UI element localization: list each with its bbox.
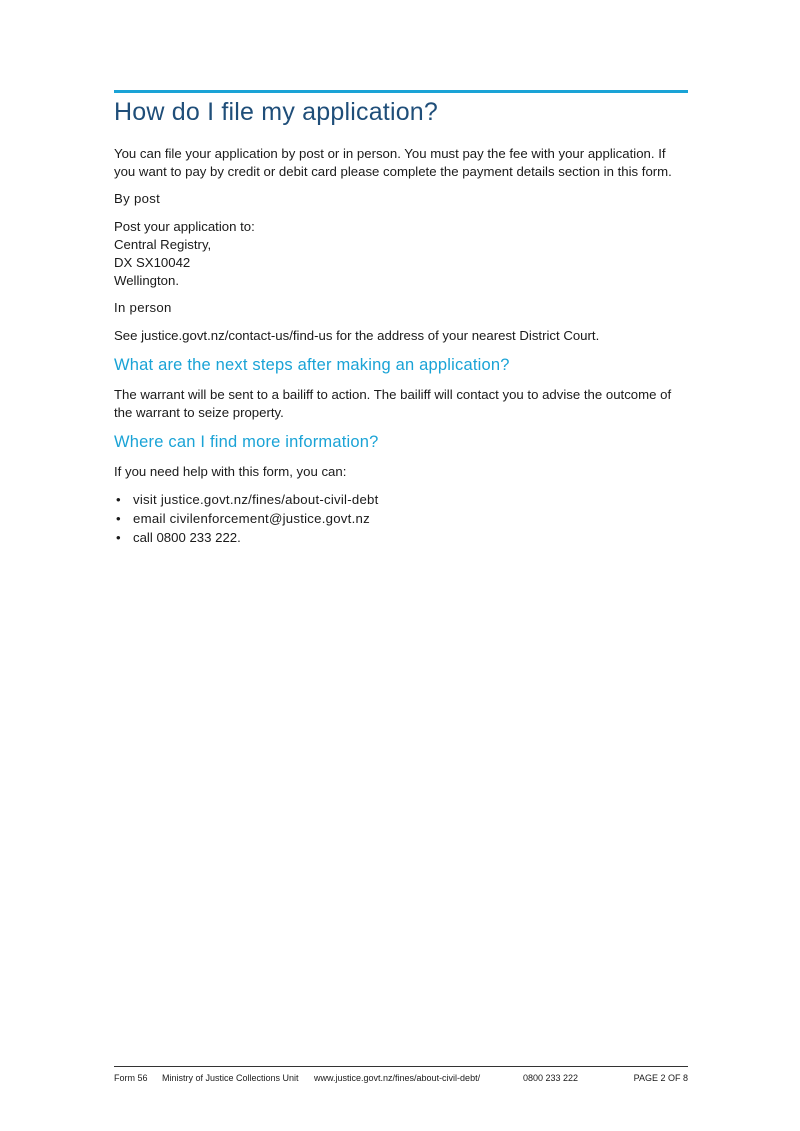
- footer-divider: [114, 1066, 688, 1067]
- address-line: Central Registry,: [114, 236, 212, 252]
- help-list: [114, 490, 688, 547]
- page-title: How do I file my application?: [114, 98, 439, 126]
- address-line: DX SX10042: [114, 255, 191, 271]
- list-item: • call 0800 233 222.: [114, 528, 688, 547]
- list-item: • visit justice.govt.nz/fines/about-civil-debt: [114, 490, 688, 509]
- address-line: Wellington.: [114, 273, 179, 289]
- next-steps-text: The warrant will be sent to a bailiff to action. The bailiff will contact you to advise the outcome of the warrant to seize property.: [114, 386, 672, 421]
- footer-url: www.justice.govt.nz/fines/about-civil-debt/: [314, 1073, 481, 1083]
- next-steps-heading: What are the next steps after making an application?: [114, 355, 510, 374]
- top-divider: [114, 90, 688, 93]
- footer-form-number: Form 56: [114, 1073, 148, 1083]
- in-person-label: In person: [114, 300, 172, 316]
- intro-paragraph: You can file your application by post or in person. You must pay the fee with your application. If you want to pay by credit or debit card please complete the payment details section in this form.: [114, 146, 672, 180]
- footer-page-number: PAGE 2 OF 8: [633, 1073, 688, 1083]
- postal-address-block: [114, 218, 688, 291]
- in-person-text: See justice.govt.nz/contact-us/find-us for the address of your nearest District Court.: [114, 327, 600, 343]
- post-instruction: Post your application to:: [114, 218, 255, 234]
- more-info-intro: If you need help with this form, you can:: [114, 464, 347, 480]
- more-info-heading: Where can I find more information?: [114, 433, 379, 452]
- document-page: [114, 0, 688, 1131]
- footer-phone: 0800 233 222: [523, 1073, 579, 1083]
- footer-unit: Ministry of Justice Collections Unit: [162, 1073, 299, 1083]
- by-post-label: By post: [114, 191, 161, 207]
- page-content: [114, 145, 688, 547]
- list-item: • email civilenforcement@justice.govt.nz: [114, 509, 688, 528]
